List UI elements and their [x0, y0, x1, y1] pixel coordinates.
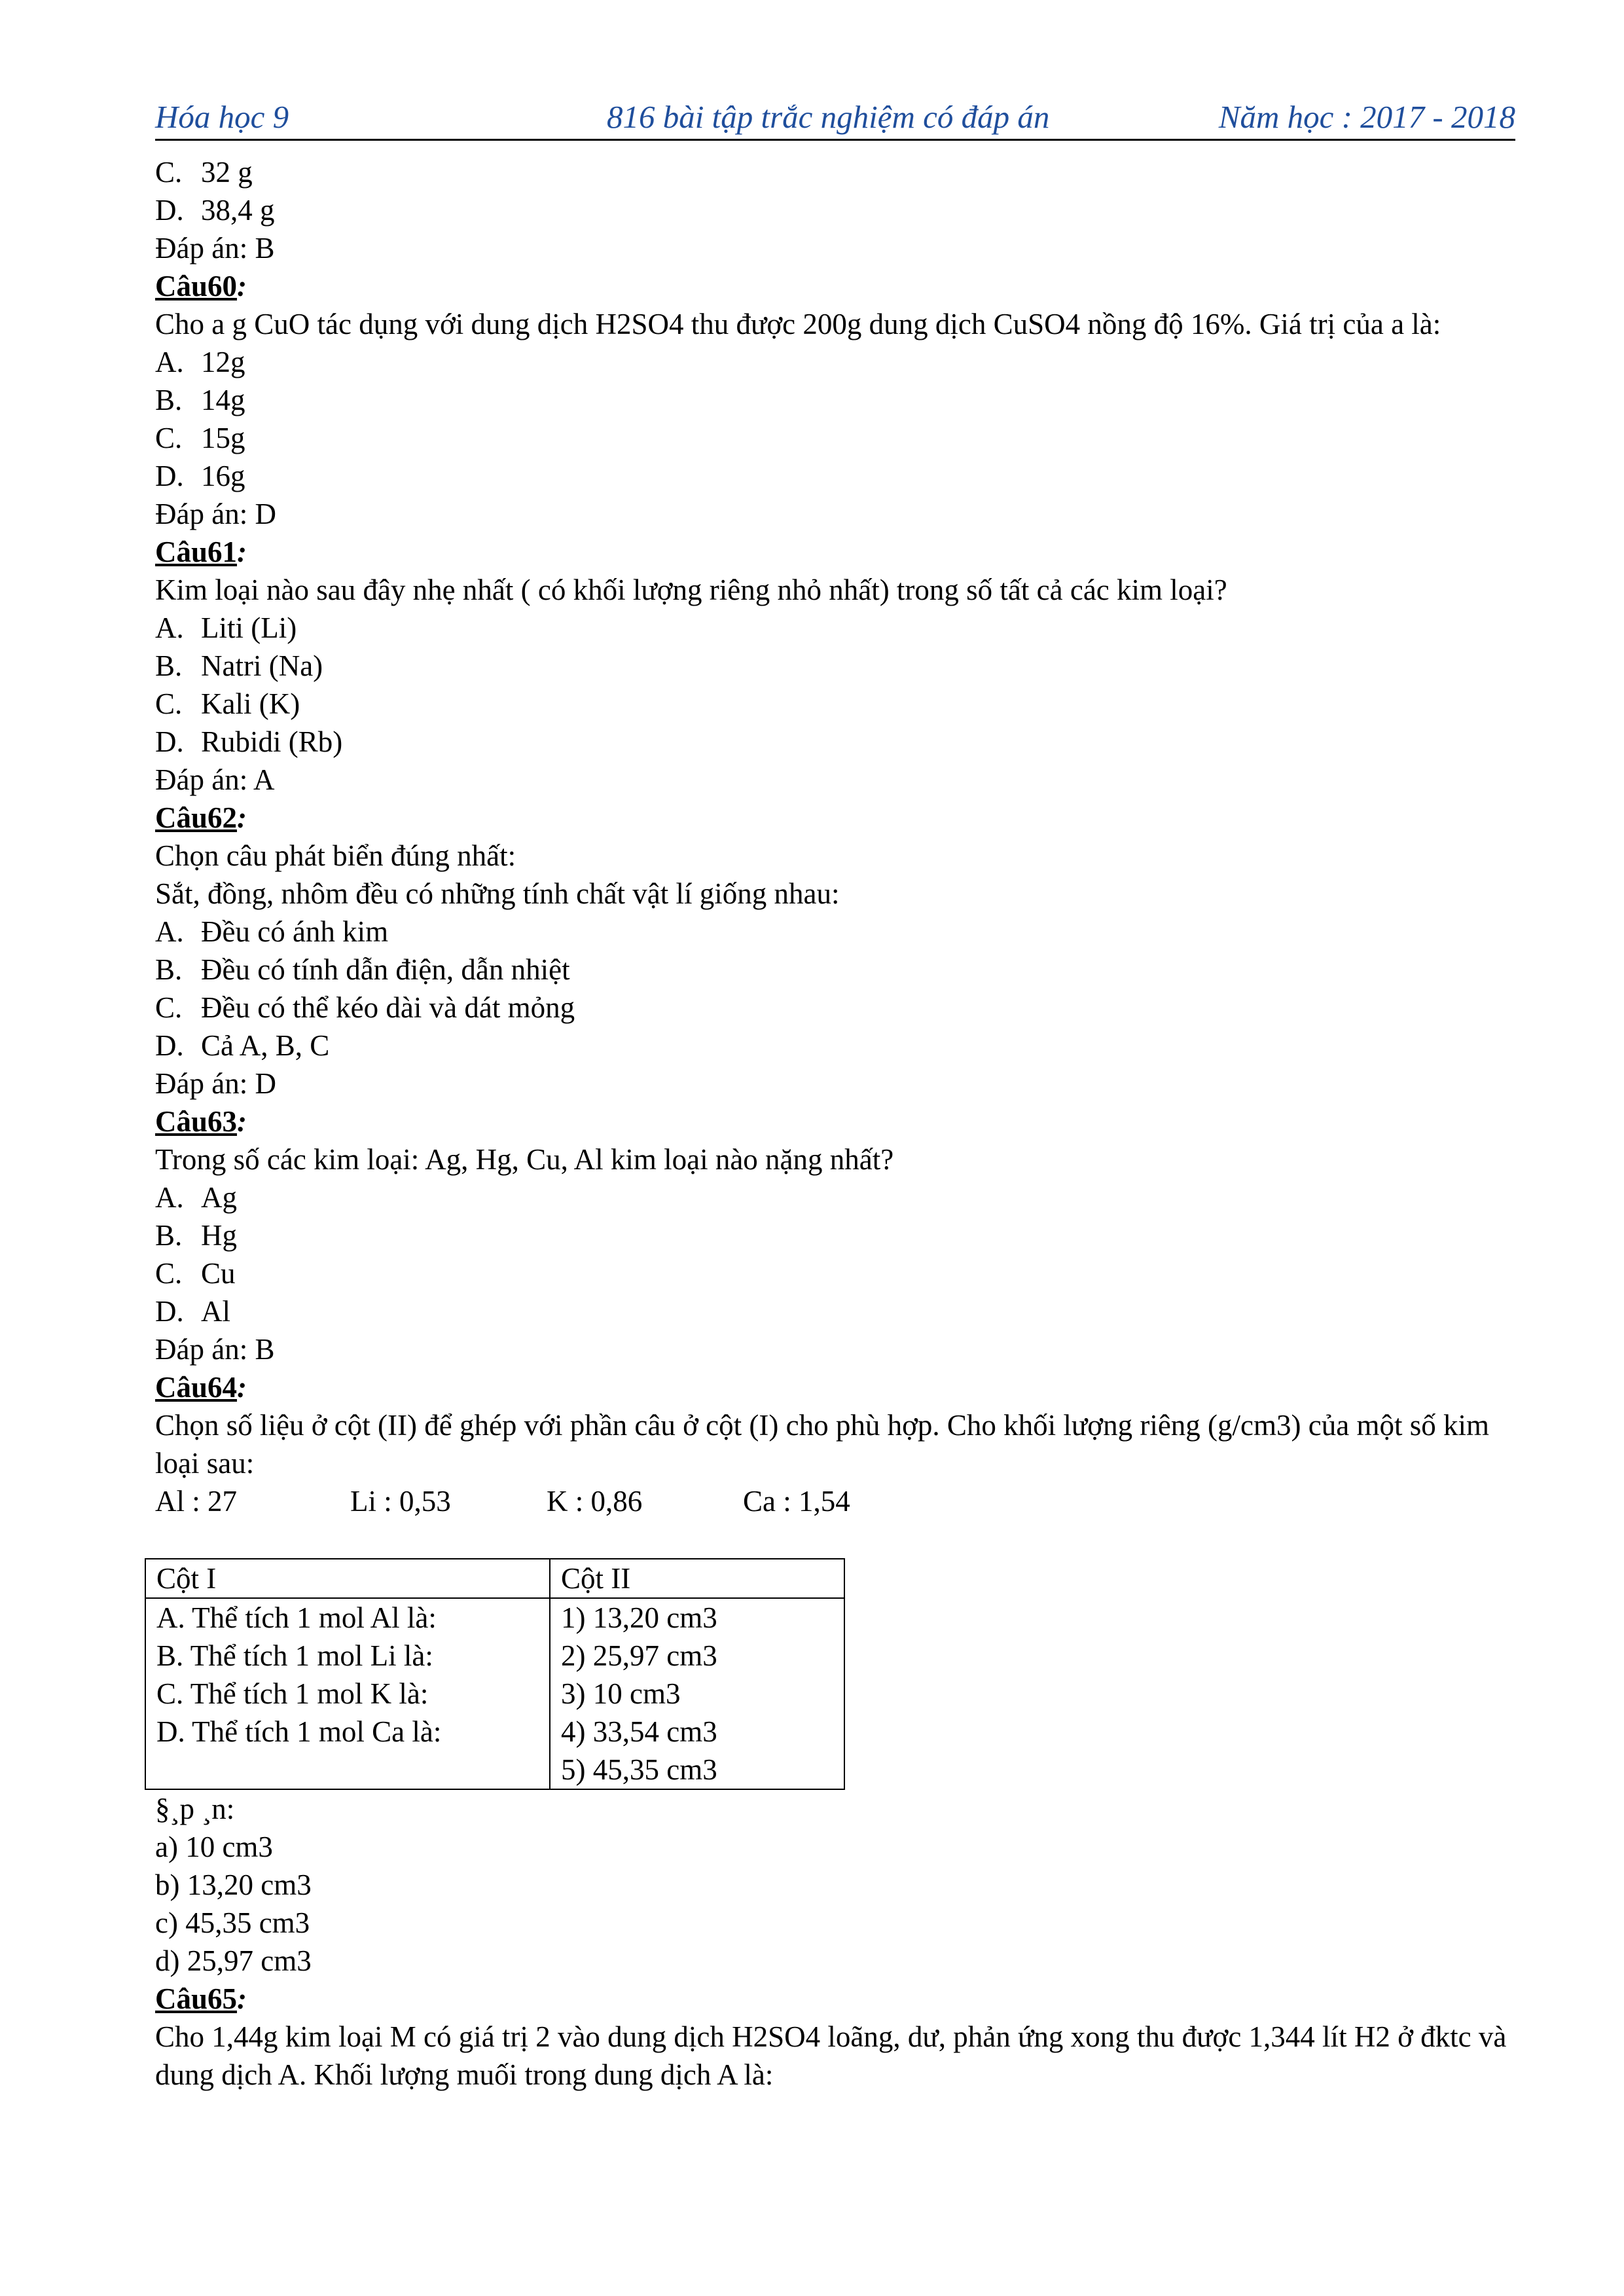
column-2-item: 2) 25,97 cm3 — [561, 1639, 717, 1672]
matching-table — [145, 1558, 845, 1790]
density-values — [155, 1482, 1515, 1520]
header-title: 816 bài tập trắc nghiệm có đáp án — [607, 99, 1050, 135]
option-b: B. 14g — [155, 384, 245, 416]
header-subject: Hóa học 9 — [155, 99, 289, 135]
answer-line: Đáp án: A — [155, 763, 275, 796]
option-d: D. 38,4 g — [155, 194, 275, 227]
page-content — [155, 153, 1515, 2094]
option-c: C. Đều có thể kéo dài và dát mỏng — [155, 991, 575, 1024]
column-2-item: 3) 10 cm3 — [561, 1677, 681, 1710]
density-al: Al : 27 — [155, 1485, 238, 1518]
answer-line: Đáp án: B — [155, 232, 275, 264]
option-b: B. Hg — [155, 1219, 237, 1252]
column-2-item: 1) 13,20 cm3 — [561, 1601, 717, 1634]
column-1-item: C. Thể tích 1 mol K là: — [156, 1677, 429, 1710]
answer-item: b) 13,20 cm3 — [155, 1868, 312, 1901]
column-2-header: Cột II — [550, 1559, 844, 1598]
column-2-item: 4) 33,54 cm3 — [561, 1715, 717, 1748]
option-a: A. 12g — [155, 346, 245, 378]
question-title-60: Câu60: — [155, 270, 247, 302]
column-1-item: D. Thể tích 1 mol Ca là: — [156, 1715, 442, 1748]
option-c: C. Kali (K) — [155, 687, 300, 720]
option-d: D. Al — [155, 1295, 230, 1328]
question-text-61: Kim loại nào sau đây nhẹ nhất ( có khối lượng riêng nhỏ nhất) trong số tất cả các kim loại? — [155, 574, 1227, 606]
option-a: A. Ag — [155, 1181, 237, 1214]
answer-line: Đáp án: B — [155, 1333, 275, 1366]
question-text-62: Chọn câu phát biển đúng nhất: — [155, 839, 516, 872]
option-d: D. Cả A, B, C — [155, 1029, 330, 1062]
question-title-61: Câu61: — [155, 536, 247, 568]
page-header — [155, 92, 1515, 141]
question-title-64: Câu64: — [155, 1371, 247, 1404]
question-text-65: Cho 1,44g kim loại M có giá trị 2 vào dung dịch H2SO4 loãng, dư, phản ứng xong thu được 1,344 lít H2 ở đktc và dung dịch A. Khối lượng muối trong dung dịch A là: — [155, 2020, 1507, 2091]
option-c: C. 15g — [155, 422, 245, 454]
column-2-item: 5) 45,35 cm3 — [561, 1753, 717, 1786]
question-title-62: Câu62: — [155, 801, 247, 834]
option-a: A. Liti (Li) — [155, 611, 297, 644]
option-a: A. Đều có ánh kim — [155, 915, 389, 948]
question-title-63: Câu63: — [155, 1105, 247, 1138]
column-1-items — [145, 1598, 550, 1789]
column-1-header: Cột I — [145, 1559, 550, 1598]
answer-item: a) 10 cm3 — [155, 1831, 273, 1863]
question-title-65: Câu65: — [155, 1982, 247, 2015]
option-c: C. 32 g — [155, 156, 253, 189]
column-2-items — [550, 1598, 844, 1789]
answer-label: §¸p ¸n: — [155, 1793, 235, 1825]
answer-item: d) 25,97 cm3 — [155, 1944, 312, 1977]
answer-item: c) 45,35 cm3 — [155, 1906, 310, 1939]
option-d: D. 16g — [155, 460, 245, 492]
option-b: B. Đều có tính dẫn điện, dẫn nhiệt — [155, 953, 570, 986]
column-1-item: B. Thể tích 1 mol Li là: — [156, 1639, 433, 1672]
option-d: D. Rubidi (Rb) — [155, 725, 343, 758]
density-li: Li : 0,53 — [350, 1485, 451, 1518]
answer-line: Đáp án: D — [155, 498, 276, 530]
question-text-62-sub: Sắt, đồng, nhôm đều có những tính chất vật lí giống nhau: — [155, 877, 840, 910]
density-ca: Ca : 1,54 — [743, 1485, 850, 1518]
answer-line: Đáp án: D — [155, 1067, 276, 1100]
option-b: B. Natri (Na) — [155, 649, 323, 682]
density-k: K : 0,86 — [547, 1485, 643, 1518]
question-text-63: Trong số các kim loại: Ag, Hg, Cu, Al kim loại nào nặng nhất? — [155, 1143, 894, 1176]
question-text-60: Cho a g CuO tác dụng với dung dịch H2SO4 thu được 200g dung dịch CuSO4 nồng độ 16%. Giá trị của a là: — [155, 308, 1441, 340]
column-1-item: A. Thể tích 1 mol Al là: — [156, 1601, 437, 1634]
option-c: C. Cu — [155, 1257, 236, 1290]
header-school-year: Năm học : 2017 - 2018 — [1218, 99, 1515, 135]
question-text-64: Chọn số liệu ở cột (II) để ghép với phần câu ở cột (I) cho phù hợp. Cho khối lượng riêng (g/cm3) của một số kim loại sau: — [155, 1409, 1489, 1480]
